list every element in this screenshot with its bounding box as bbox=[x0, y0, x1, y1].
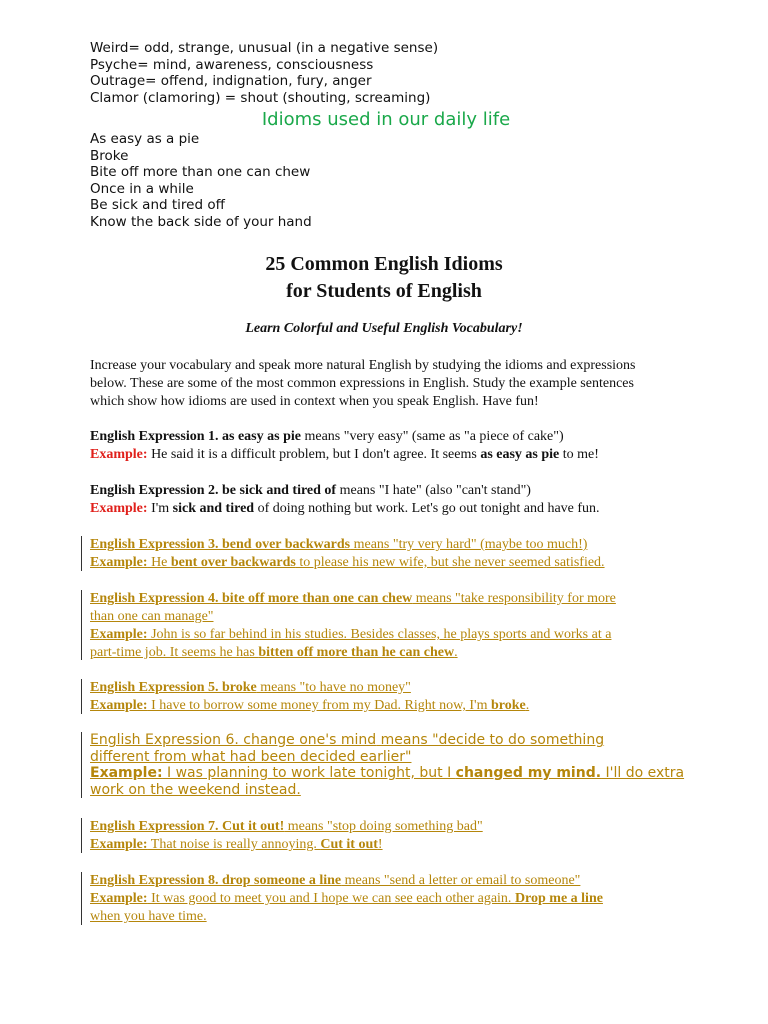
expression-meaning: means "to have no money" bbox=[256, 680, 411, 695]
example-idiom: as easy as pie bbox=[480, 447, 560, 462]
change-bar bbox=[81, 818, 82, 853]
example-text: of doing nothing but work. Let's go out tonight and have fun. bbox=[254, 501, 600, 516]
vocabulary-list bbox=[90, 40, 438, 106]
example-text: I'm bbox=[147, 501, 173, 516]
vocab-item: Weird= odd, strange, unusual (in a negative sense) bbox=[90, 40, 439, 56]
idioms-list bbox=[90, 131, 312, 230]
change-bar bbox=[81, 590, 82, 660]
example-text: I'll do extra bbox=[601, 765, 685, 781]
example-text: . bbox=[525, 698, 530, 713]
example-idiom: bent over backwards bbox=[170, 555, 296, 570]
example-text: He said it is a difficult problem, but I don't agree. It seems bbox=[147, 447, 481, 462]
expression-entry-1 bbox=[90, 428, 599, 464]
expression-head: English Expression 6. change one's mind bbox=[90, 732, 377, 748]
idiom-item: Be sick and tired off bbox=[90, 197, 225, 213]
title-line: 25 Common English Idioms bbox=[265, 253, 503, 275]
example-text: John is so far behind in his studies. Besides classes, he plays sports and works at a bbox=[147, 627, 612, 642]
expression-entry-3 bbox=[90, 536, 605, 572]
example-label: Example: bbox=[90, 698, 148, 713]
example-text: when you have time. bbox=[90, 909, 207, 924]
expression-meaning: different from what had been decided earlier" bbox=[90, 748, 412, 765]
example-text: It was good to meet you and I hope we can see each other again. bbox=[147, 891, 515, 906]
example-text: He bbox=[147, 555, 171, 570]
example-label: Example: bbox=[90, 447, 148, 462]
example-label: Example: bbox=[90, 837, 148, 852]
example-text: . bbox=[454, 645, 458, 660]
example-text: to me! bbox=[559, 447, 599, 462]
vocab-item: Outrage= offend, indignation, fury, anger bbox=[90, 73, 372, 89]
expression-entry-2 bbox=[90, 482, 600, 518]
document-title bbox=[0, 251, 768, 305]
expression-entry-8 bbox=[90, 872, 603, 926]
idiom-item: Know the back side of your hand bbox=[90, 213, 312, 230]
expression-meaning: means "decide to do something bbox=[376, 732, 605, 748]
change-bar bbox=[81, 732, 82, 798]
example-label: Example: bbox=[90, 627, 148, 642]
idiom-item: Bite off more than one can chew bbox=[90, 164, 311, 180]
expression-meaning: means "stop doing something bad" bbox=[284, 819, 483, 834]
vocab-item: Clamor (clamoring) = shout (shouting, screaming) bbox=[90, 89, 431, 106]
idiom-item: As easy as a pie bbox=[90, 131, 200, 147]
intro-line: below. These are some of the most common expressions in English. Study the example sentences bbox=[90, 376, 634, 391]
example-text: ! bbox=[377, 837, 383, 852]
change-bar bbox=[81, 679, 82, 714]
example-text: part-time job. It seems he has bbox=[90, 645, 259, 660]
expression-head: English Expression 1. as easy as pie bbox=[90, 429, 301, 444]
intro-paragraph bbox=[90, 357, 690, 411]
expression-meaning: means "try very hard" (maybe too much!) bbox=[350, 537, 588, 552]
expression-meaning: means "very easy" (same as "a piece of cake") bbox=[300, 429, 564, 444]
expression-head: English Expression 7. Cut it out! bbox=[90, 819, 285, 834]
intro-line: which show how idioms are used in context when you speak English. Have fun! bbox=[90, 394, 539, 409]
example-idiom: changed my mind. bbox=[455, 765, 602, 781]
idiom-item: Once in a while bbox=[90, 180, 194, 197]
example-idiom: broke bbox=[490, 698, 526, 713]
idiom-item: Broke bbox=[90, 147, 129, 164]
example-text: That noise is really annoying. bbox=[147, 837, 321, 852]
example-idiom: Cut it out bbox=[320, 837, 378, 852]
expression-entry-5 bbox=[90, 679, 529, 715]
intro-line: Increase your vocabulary and speak more natural English by studying the idioms and expressions bbox=[90, 358, 636, 373]
vocab-item: Psyche= mind, awareness, consciousness bbox=[90, 56, 374, 73]
expression-meaning: than one can manage" bbox=[90, 609, 214, 624]
expression-meaning: means "I hate" (also "can't stand") bbox=[336, 483, 531, 498]
change-bar bbox=[81, 536, 82, 571]
expression-meaning: means "take responsibility for more bbox=[412, 591, 616, 606]
document-subtitle: Learn Colorful and Useful English Vocabulary! bbox=[245, 321, 523, 336]
expression-entry-6 bbox=[90, 732, 684, 798]
expression-head: English Expression 5. broke bbox=[90, 680, 257, 695]
example-text: to please his new wife, but she never seemed satisfied. bbox=[295, 555, 605, 570]
example-idiom: bitten off more than he can chew bbox=[258, 645, 455, 660]
expression-meaning: means "send a letter or email to someone" bbox=[341, 873, 581, 888]
example-idiom: Drop me a line bbox=[514, 891, 603, 906]
expression-head: English Expression 4. bite off more than one can chew bbox=[90, 591, 413, 606]
change-bar bbox=[81, 872, 82, 925]
example-text: I have to borrow some money from my Dad. Right now, I'm bbox=[147, 698, 491, 713]
example-label: Example: bbox=[90, 891, 148, 906]
expression-head: English Expression 2. be sick and tired of bbox=[90, 483, 337, 498]
example-idiom: sick and tired bbox=[172, 501, 255, 516]
example-label: Example: bbox=[90, 555, 148, 570]
title-line: for Students of English bbox=[286, 280, 482, 302]
idioms-heading: Idioms used in our daily life bbox=[261, 109, 511, 130]
expression-head: English Expression 3. bend over backwards bbox=[90, 537, 351, 552]
example-label: Example: bbox=[90, 765, 163, 781]
expression-entry-7 bbox=[90, 818, 483, 854]
expression-entry-4 bbox=[90, 590, 616, 662]
example-label: Example: bbox=[90, 501, 148, 516]
example-text: I was planning to work late tonight, but I bbox=[162, 765, 456, 781]
example-text: work on the weekend instead. bbox=[90, 781, 301, 798]
expression-head: English Expression 8. drop someone a line bbox=[90, 873, 342, 888]
